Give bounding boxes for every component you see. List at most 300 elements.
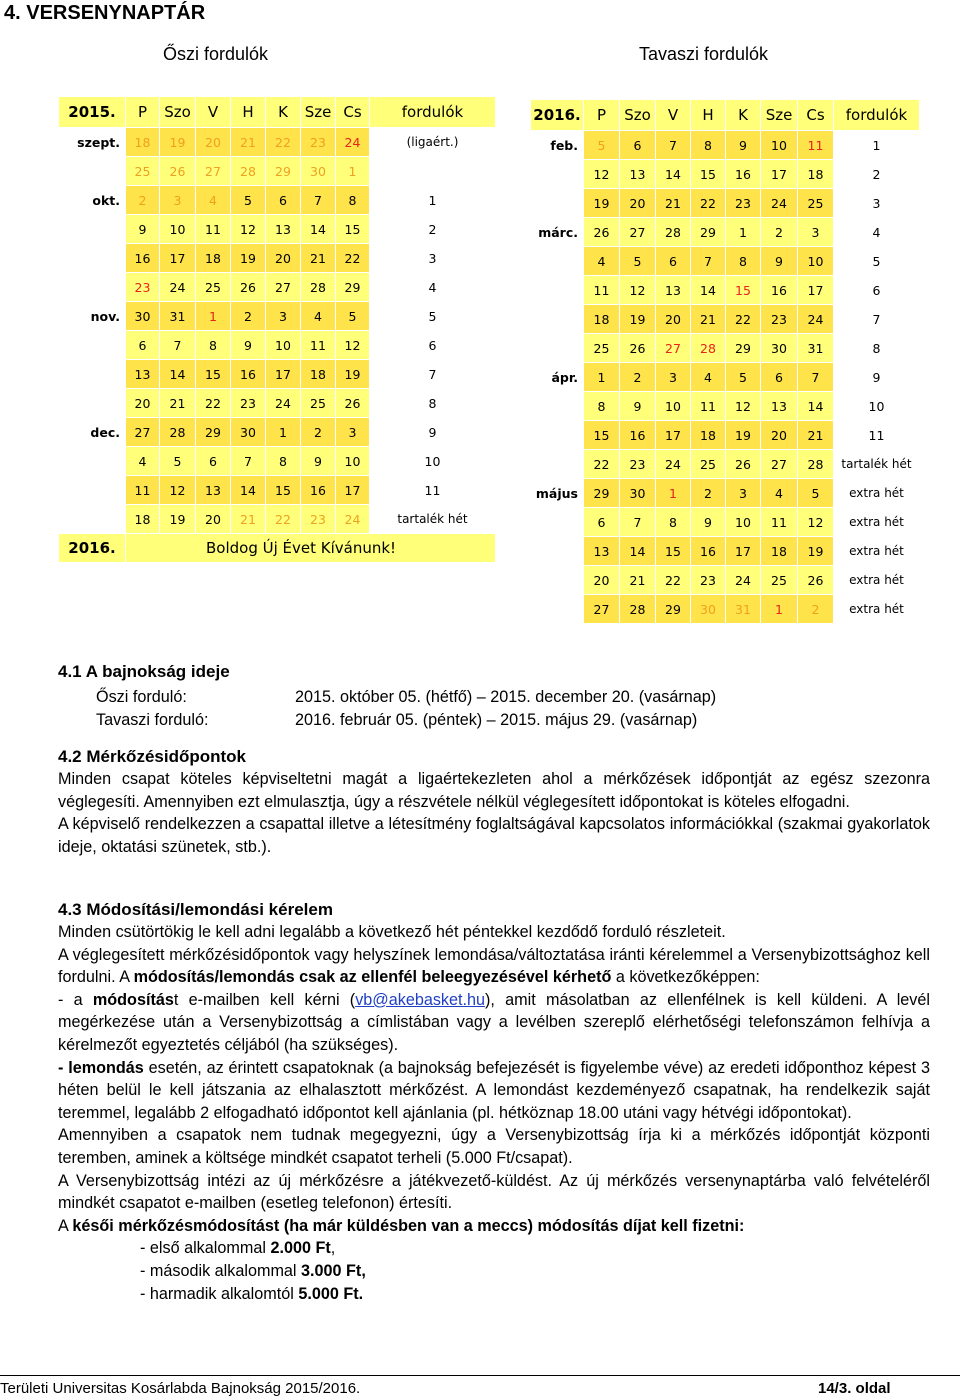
day-cell: 22	[726, 305, 761, 334]
spring-dates-row	[96, 709, 698, 732]
day-cell: 5	[584, 131, 620, 160]
header-cell: V	[656, 100, 691, 131]
round-cell: 4	[834, 218, 920, 247]
calendar-week-row	[531, 276, 920, 305]
round-cell: 8	[370, 389, 496, 418]
calendar-week-row	[59, 273, 496, 302]
day-cell: 3	[656, 363, 691, 392]
day-cell: 22	[336, 244, 370, 273]
day-cell: 20	[584, 566, 620, 595]
day-cell: 12	[584, 160, 620, 189]
autumn-calendar-table	[58, 96, 496, 563]
day-cell: 2	[691, 479, 726, 508]
round-cell: 2	[834, 160, 920, 189]
calendar-week-row	[531, 595, 920, 624]
header-cell: Sze	[761, 100, 798, 131]
spring-label: Tavaszi forduló:	[96, 711, 209, 729]
bold-text: módosítás	[92, 990, 174, 1009]
day-cell: 4	[126, 447, 160, 476]
paragraph: Amennyiben a csapatok nem tudnak megegyezni, úgy a Versenybizottság írja ki a mérkőzés időpontját központi teremben, aminek a költsége mindkét csapatot terheli (5.000 Ft/csapat).	[58, 1126, 930, 1167]
day-cell: 18	[798, 160, 834, 189]
day-cell: 20	[196, 128, 231, 157]
month-label	[59, 447, 126, 476]
round-cell: 6	[370, 331, 496, 360]
fee-suffix: ,	[330, 1239, 336, 1258]
day-cell: 28	[620, 595, 656, 624]
day-cell: 17	[761, 160, 798, 189]
day-cell: 20	[126, 389, 160, 418]
section-title: A bajnokság ideje	[85, 662, 230, 681]
day-cell: 15	[726, 276, 761, 305]
day-cell: 21	[620, 566, 656, 595]
header-cell: V	[196, 97, 231, 128]
month-label	[531, 421, 584, 450]
day-cell: 14	[160, 360, 196, 389]
day-cell: 19	[160, 505, 196, 534]
day-cell: 18	[584, 305, 620, 334]
day-cell: 22	[266, 128, 301, 157]
day-cell: 15	[266, 476, 301, 505]
paragraph: A képviselő rendelkezzen a csapattal illetve a létesítmény foglaltságával kapcsolatos információkkal (szakmai gyakorlatok ideje, oktatási szünetek, stb.).	[58, 815, 930, 856]
day-cell: 8	[336, 186, 370, 215]
calendar-week-row	[531, 537, 920, 566]
fee-item	[140, 1237, 930, 1260]
day-cell: 25	[196, 273, 231, 302]
calendar-week-row	[531, 131, 920, 160]
day-cell: 30	[620, 479, 656, 508]
day-cell: 1	[584, 363, 620, 392]
calendar-week-row	[59, 302, 496, 331]
month-label	[59, 360, 126, 389]
day-cell: 26	[231, 273, 266, 302]
autumn-label: Őszi forduló:	[96, 688, 187, 706]
day-cell: 18	[301, 360, 336, 389]
paragraph: Minden csütörtökig le kell adni legalább a következő hét péntekkel kezdődő forduló részleteit.	[58, 923, 726, 941]
day-cell: 16	[620, 421, 656, 450]
month-label: dec.	[59, 418, 126, 447]
header-cell: 2016.	[531, 100, 584, 131]
day-cell: 16	[761, 276, 798, 305]
round-cell: 4	[370, 273, 496, 302]
calendar-header-row	[531, 100, 920, 131]
calendar-week-row	[531, 189, 920, 218]
calendar-week-row	[59, 476, 496, 505]
day-cell: 18	[691, 421, 726, 450]
round-cell: 1	[370, 186, 496, 215]
day-cell: 13	[656, 276, 691, 305]
round-cell: 9	[370, 418, 496, 447]
day-cell: 1	[761, 595, 798, 624]
day-cell: 1	[336, 157, 370, 186]
day-cell: 2	[798, 595, 834, 624]
calendar-week-row	[531, 218, 920, 247]
day-cell: 13	[761, 392, 798, 421]
day-cell: 4	[301, 302, 336, 331]
day-cell: 23	[726, 189, 761, 218]
day-cell: 16	[126, 244, 160, 273]
calendar-week-row	[59, 418, 496, 447]
day-cell: 7	[160, 331, 196, 360]
calendar-week-row	[531, 247, 920, 276]
day-cell: 7	[620, 508, 656, 537]
round-cell: extra hét	[834, 566, 920, 595]
spring-title: Tavaszi fordulók	[639, 44, 769, 64]
day-cell: 24	[266, 389, 301, 418]
month-label	[59, 389, 126, 418]
header-cell: 2015.	[59, 97, 126, 128]
round-cell: tartalék hét	[370, 505, 496, 534]
round-cell: 10	[834, 392, 920, 421]
day-cell: 1	[726, 218, 761, 247]
day-cell: 5	[798, 479, 834, 508]
round-cell: 7	[834, 305, 920, 334]
calendar-week-row	[59, 505, 496, 534]
day-cell: 23	[761, 305, 798, 334]
day-cell: 25	[126, 157, 160, 186]
month-label	[531, 450, 584, 479]
calendar-week-row	[59, 186, 496, 215]
day-cell: 16	[691, 537, 726, 566]
month-label	[531, 537, 584, 566]
day-cell: 17	[656, 421, 691, 450]
day-cell: 14	[231, 476, 266, 505]
month-label	[531, 247, 584, 276]
day-cell: 25	[691, 450, 726, 479]
day-cell: 19	[620, 305, 656, 334]
calendar-header-row	[59, 97, 496, 128]
header-cell: H	[691, 100, 726, 131]
section-title: Mérkőzésidőpontok	[86, 747, 246, 766]
text: a következőképpen:	[611, 968, 760, 987]
calendar-week-row	[531, 479, 920, 508]
day-cell: 21	[231, 128, 266, 157]
calendar-week-row	[531, 450, 920, 479]
day-cell: 17	[266, 360, 301, 389]
day-cell: 12	[160, 476, 196, 505]
fee-label: - második alkalommal	[140, 1261, 302, 1280]
day-cell: 31	[726, 595, 761, 624]
day-cell: 22	[656, 566, 691, 595]
day-cell: 24	[726, 566, 761, 595]
day-cell: 21	[231, 505, 266, 534]
calendar-week-row	[531, 363, 920, 392]
round-cell: extra hét	[834, 537, 920, 566]
day-cell: 27	[266, 273, 301, 302]
day-cell: 30	[761, 334, 798, 363]
day-cell: 31	[160, 302, 196, 331]
round-cell: 5	[370, 302, 496, 331]
day-cell: 27	[761, 450, 798, 479]
bold-text: késői mérkőzésmódosítást (ha már küldésben van a meccs) módosítás díjat kell fizetni:	[72, 1216, 745, 1235]
day-cell: 11	[126, 476, 160, 505]
day-cell: 31	[798, 334, 834, 363]
paragraph	[58, 989, 930, 1057]
month-label: ápr.	[531, 363, 584, 392]
day-cell: 3	[336, 418, 370, 447]
day-cell: 27	[620, 218, 656, 247]
day-cell: 11	[761, 508, 798, 537]
month-label	[59, 505, 126, 534]
round-cell: 9	[834, 363, 920, 392]
day-cell: 2	[761, 218, 798, 247]
season-dates	[96, 686, 717, 732]
day-cell: 25	[761, 566, 798, 595]
day-cell: 2	[126, 186, 160, 215]
round-cell: 8	[834, 334, 920, 363]
round-cell: 5	[834, 247, 920, 276]
day-cell: 4	[196, 186, 231, 215]
month-label: feb.	[531, 131, 584, 160]
day-cell: 15	[336, 215, 370, 244]
day-cell: 19	[584, 189, 620, 218]
day-cell: 24	[656, 450, 691, 479]
round-cell	[370, 157, 496, 186]
month-label	[59, 215, 126, 244]
header-cell: H	[231, 97, 266, 128]
day-cell: 5	[620, 247, 656, 276]
fee-item	[140, 1283, 930, 1306]
day-cell: 22	[584, 450, 620, 479]
day-cell: 20	[266, 244, 301, 273]
day-cell: 9	[726, 131, 761, 160]
paragraph	[58, 1057, 930, 1125]
section-number: 4.3	[58, 900, 82, 919]
day-cell: 13	[266, 215, 301, 244]
day-cell: 26	[336, 389, 370, 418]
day-cell: 27	[196, 157, 231, 186]
round-cell: 11	[370, 476, 496, 505]
section-number: 4.1	[58, 662, 82, 681]
month-label	[59, 244, 126, 273]
day-cell: 15	[656, 537, 691, 566]
day-cell: 9	[126, 215, 160, 244]
day-cell: 29	[691, 218, 726, 247]
day-cell: 11	[691, 392, 726, 421]
day-cell: 18	[126, 505, 160, 534]
day-cell: 3	[798, 218, 834, 247]
day-cell: 30	[691, 595, 726, 624]
day-cell: 8	[726, 247, 761, 276]
month-label: május	[531, 479, 584, 508]
day-cell: 22	[196, 389, 231, 418]
day-cell: 14	[656, 160, 691, 189]
day-cell: 2	[301, 418, 336, 447]
day-cell: 5	[160, 447, 196, 476]
day-cell: 4	[761, 479, 798, 508]
day-cell: 25	[798, 189, 834, 218]
bold-text: - lemondás	[58, 1058, 144, 1077]
day-cell: 23	[620, 450, 656, 479]
day-cell: 21	[160, 389, 196, 418]
round-cell: extra hét	[834, 595, 920, 624]
next-year-label: 2016.	[59, 534, 126, 563]
month-label	[531, 392, 584, 421]
day-cell: 14	[620, 537, 656, 566]
day-cell: 12	[798, 508, 834, 537]
calendar-week-row	[59, 215, 496, 244]
day-cell: 30	[301, 157, 336, 186]
day-cell: 7	[301, 186, 336, 215]
day-cell: 19	[231, 244, 266, 273]
text: t e-mailben kell kérni (	[173, 990, 356, 1009]
fee-amount: 2.000 Ft	[270, 1239, 331, 1258]
email-link[interactable]: vb@akebasket.hu	[355, 990, 486, 1009]
day-cell: 8	[691, 131, 726, 160]
month-label	[59, 331, 126, 360]
header-cell: Szo	[620, 100, 656, 131]
day-cell: 28	[160, 418, 196, 447]
fee-label: - harmadik alkalomtól	[140, 1284, 299, 1303]
round-cell: (ligaért.)	[370, 128, 496, 157]
day-cell: 28	[798, 450, 834, 479]
month-label	[531, 160, 584, 189]
paragraph	[58, 944, 930, 989]
header-cell: P	[126, 97, 160, 128]
autumn-dates-row	[96, 686, 717, 709]
header-cell: Cs	[336, 97, 370, 128]
month-label: okt.	[59, 186, 126, 215]
day-cell: 17	[798, 276, 834, 305]
day-cell: 3	[160, 186, 196, 215]
day-cell: 13	[620, 160, 656, 189]
section-4-3-heading	[58, 900, 333, 920]
section-4-1-heading	[58, 662, 230, 682]
day-cell: 30	[231, 418, 266, 447]
section-4-2-body	[58, 768, 930, 858]
day-cell: 26	[620, 334, 656, 363]
day-cell: 11	[584, 276, 620, 305]
section-4-3-body	[58, 921, 930, 1305]
day-cell: 13	[584, 537, 620, 566]
day-cell: 5	[336, 302, 370, 331]
fee-amount: 3.000 Ft,	[301, 1261, 366, 1280]
round-cell: 3	[834, 189, 920, 218]
page-heading: 4. VERSENYNAPTÁR	[4, 2, 206, 24]
month-label	[531, 189, 584, 218]
day-cell: 15	[691, 160, 726, 189]
day-cell: 28	[656, 218, 691, 247]
calendar-week-row	[59, 157, 496, 186]
day-cell: 20	[620, 189, 656, 218]
day-cell: 12	[726, 392, 761, 421]
day-cell: 24	[160, 273, 196, 302]
day-cell: 1	[656, 479, 691, 508]
day-cell: 14	[691, 276, 726, 305]
calendar-week-row	[59, 447, 496, 476]
day-cell: 9	[620, 392, 656, 421]
day-cell: 25	[301, 389, 336, 418]
day-cell: 6	[761, 363, 798, 392]
day-cell: 21	[301, 244, 336, 273]
day-cell: 18	[196, 244, 231, 273]
day-cell: 13	[126, 360, 160, 389]
footer-title: Területi Universitas Kosárlabda Bajnokság 2015/2016.	[0, 1380, 361, 1397]
day-cell: 27	[584, 595, 620, 624]
day-cell: 4	[691, 363, 726, 392]
day-cell: 22	[691, 189, 726, 218]
day-cell: 24	[336, 128, 370, 157]
day-cell: 11	[301, 331, 336, 360]
round-cell: tartalék hét	[834, 450, 920, 479]
day-cell: 14	[798, 392, 834, 421]
day-cell: 17	[336, 476, 370, 505]
day-cell: 3	[726, 479, 761, 508]
day-cell: 15	[584, 421, 620, 450]
round-cell: 1	[834, 131, 920, 160]
day-cell: 6	[196, 447, 231, 476]
day-cell: 4	[584, 247, 620, 276]
fee-list	[58, 1237, 930, 1305]
text: - a	[58, 990, 93, 1009]
day-cell: 17	[160, 244, 196, 273]
paragraph	[58, 1215, 930, 1238]
text: esetén, az érintett csapatoknak (a bajnokság befejezését is figyelembe véve) az eredeti időponthoz képest 3 héten belül le kell játszania az elhalasztott mérkőzést. A lemondást kezdeményező csapatnak, ha rendelkezik saját teremmel, legalább 2 elfogadható időpontot kell ajánlania (pl. hétköznap 18.00 utáni vagy hétvégi időpontokat).	[58, 1058, 930, 1122]
header-cell: K	[266, 97, 301, 128]
day-cell: 13	[196, 476, 231, 505]
calendar-week-row	[531, 421, 920, 450]
header-cell: Sze	[301, 97, 336, 128]
round-cell: 2	[370, 215, 496, 244]
day-cell: 16	[301, 476, 336, 505]
day-cell: 15	[196, 360, 231, 389]
day-cell: 10	[761, 131, 798, 160]
day-cell: 16	[231, 360, 266, 389]
autumn-title: Őszi fordulók	[163, 44, 269, 64]
day-cell: 20	[656, 305, 691, 334]
month-label	[531, 276, 584, 305]
day-cell: 21	[656, 189, 691, 218]
calendar-week-row	[531, 508, 920, 537]
day-cell: 20	[196, 505, 231, 534]
day-cell: 29	[336, 273, 370, 302]
day-cell: 7	[798, 363, 834, 392]
day-cell: 10	[336, 447, 370, 476]
day-cell: 10	[656, 392, 691, 421]
day-cell: 9	[761, 247, 798, 276]
paragraph: A Versenybizottság intézi az új mérkőzésre a játékvezető-küldést. Az új mérkőzés versenynaptárba való felvételéről mindkét csapatot e-mailben (esetleg telefonon) értesíti.	[58, 1171, 930, 1213]
day-cell: 10	[798, 247, 834, 276]
day-cell: 22	[266, 505, 301, 534]
day-cell: 6	[126, 331, 160, 360]
header-cell: K	[726, 100, 761, 131]
day-cell: 29	[584, 479, 620, 508]
day-cell: 29	[656, 595, 691, 624]
day-cell: 27	[126, 418, 160, 447]
fee-amount: 5.000 Ft.	[298, 1284, 364, 1303]
day-cell: 12	[620, 276, 656, 305]
day-cell: 26	[584, 218, 620, 247]
day-cell: 8	[266, 447, 301, 476]
day-cell: 5	[231, 186, 266, 215]
month-label	[531, 334, 584, 363]
day-cell: 2	[231, 302, 266, 331]
calendar-week-row	[531, 305, 920, 334]
round-cell: 3	[370, 244, 496, 273]
day-cell: 3	[266, 302, 301, 331]
day-cell: 17	[726, 537, 761, 566]
day-cell: 11	[798, 131, 834, 160]
day-cell: 30	[126, 302, 160, 331]
day-cell: 7	[231, 447, 266, 476]
day-cell: 8	[656, 508, 691, 537]
day-cell: 7	[656, 131, 691, 160]
day-cell: 6	[656, 247, 691, 276]
day-cell: 23	[301, 128, 336, 157]
day-cell: 12	[231, 215, 266, 244]
day-cell: 24	[761, 189, 798, 218]
day-cell: 8	[584, 392, 620, 421]
month-label: szept.	[59, 128, 126, 157]
